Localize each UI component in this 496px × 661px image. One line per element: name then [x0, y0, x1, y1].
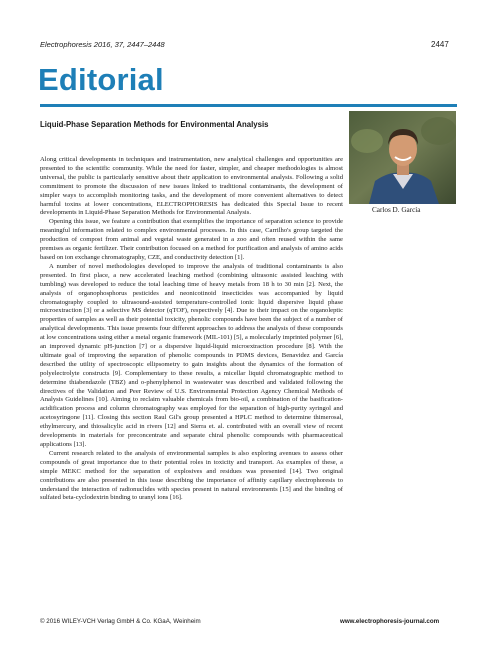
- article-title: Liquid-Phase Separation Methods for Environmental Analysis: [40, 120, 269, 129]
- section-title: Editorial: [38, 62, 164, 97]
- article-body: [40, 156, 343, 503]
- page-number: 2447: [431, 40, 449, 49]
- paragraph: A number of novel methodologies developed to improve the analysis of traditional contaminants is also presented. In first place, a new accelerated leaching method (combining ultrasonic assisted leaching with tumbling) was developed to reduce the total leaching time of heavy metals from 18 h to 30 min [2]. Next, the analysis of organophosphorus pesticides and neonicotinoid insecticides was accompanied by liquid chromatography coupled to ultrasound-assisted temperature-controlled ionic liquid dispersive liquid phase microextraction [3] or a selective MS detector (qTOF), respectively [4]. Due to their impact on the organoleptic properties of samples as well as their potential toxicity, phenolic compounds have been the subject of a number of analytical developments. This issue presents four different approaches to address the analysis of these compounds at low concentrations using either a metal organic framework (MIL-101) [5], a molecularly imprinted polymer [6], an improved dynamic pH-junction [7] or a dispersive liquid-liquid microextraction procedure [8]. With the ultimate goal of improving the separation of phenolic compounds in PDMS devices, Benavidez and García described the utility of spectroscopic ellipsometry to gain insights about the dynamics of the formation of polyelectrolyte constructs [9]. Complementary to these results, a micellar liquid chromatographic method to determine thiabendazole (TBZ) and o-phenylphenol in wastewater was described and validated following the directives of the Validation and Peer Review of U.S. Environmental Protection Agency Chemical Methods of Analysis Guidelines [10]. Aiming to reclaim valuable chemicals from bio-oil, a combination of the basification-acidification process and column chromatography was employed for the separation of high-purity syringol and acetosyringone [11]. Closing this section Raul Gil's group presented a HPLC method to determine thimerosal, ethylmercury, and thiosalicylic acid in rivers [12] and Sierra et. al. contributed with an overall view of recent developments in materials for preconcentrate and separate chiral phenolic compounds with pharmaceutical applications [13].: [40, 262, 343, 448]
- author-photo: [349, 111, 456, 204]
- photo-caption: Carlos D. García: [372, 206, 421, 214]
- title-rule: [40, 104, 457, 107]
- copyright-notice: © 2016 WILEY-VCH Verlag GmbH & Co. KGaA, Weinheim: [40, 618, 201, 625]
- paragraph: Current research related to the analysis of environmental samples is also exploring avenues to assess other compounds of great importance due to their potential roles in toxicity and transport. As examples of these, a simple MEKC method for the separation of explosives and residues was presented [14]. Two original contributions are also presented in this issue describing the importance of affinity capillary electrophoresis to understand the interaction of radionuclides with species present in natural environments [15] and the binding of sulfated beta-cyclodextrin binding to uranyl ions [16].: [40, 449, 343, 502]
- journal-citation: Electrophoresis 2016, 37, 2447–2448: [40, 40, 165, 49]
- paragraph: Along critical developments in techniques and instrumentation, new analytical challenges and opportunities are presented to the scientific community. While the need for faster, simpler, and cheaper methodologies is almost universal, the public is particularly sensitive about their application to environmental analysis. Following a solid commitment to promote the discussion of new issues linked to traditional contaminants, the development of simpler ways to accomplish monitoring tasks, and the development of more convenient alternatives to detect harmful toxins at lower concentrations, ELECTROPHORESIS has dedicated this Special Issue to recent developments in Liquid-Phase Separation Methods for Environmental Analysis.: [40, 156, 343, 217]
- paragraph: Opening this issue, we feature a contribution that exemplifies the importance of separation science to provide meaningful information related to complex environmental processes. In this case, Carrilho's group targeted the production of compost from animal and vegetal waste generated in a zoo and often reused within the same premises as organic fertilizer. Their contribution focused on a method for purification and analysis of amino acids based on ion exchange chromatography, CZE, and conductivity detection [1].: [40, 218, 343, 261]
- journal-website: www.electrophoresis-journal.com: [340, 618, 440, 625]
